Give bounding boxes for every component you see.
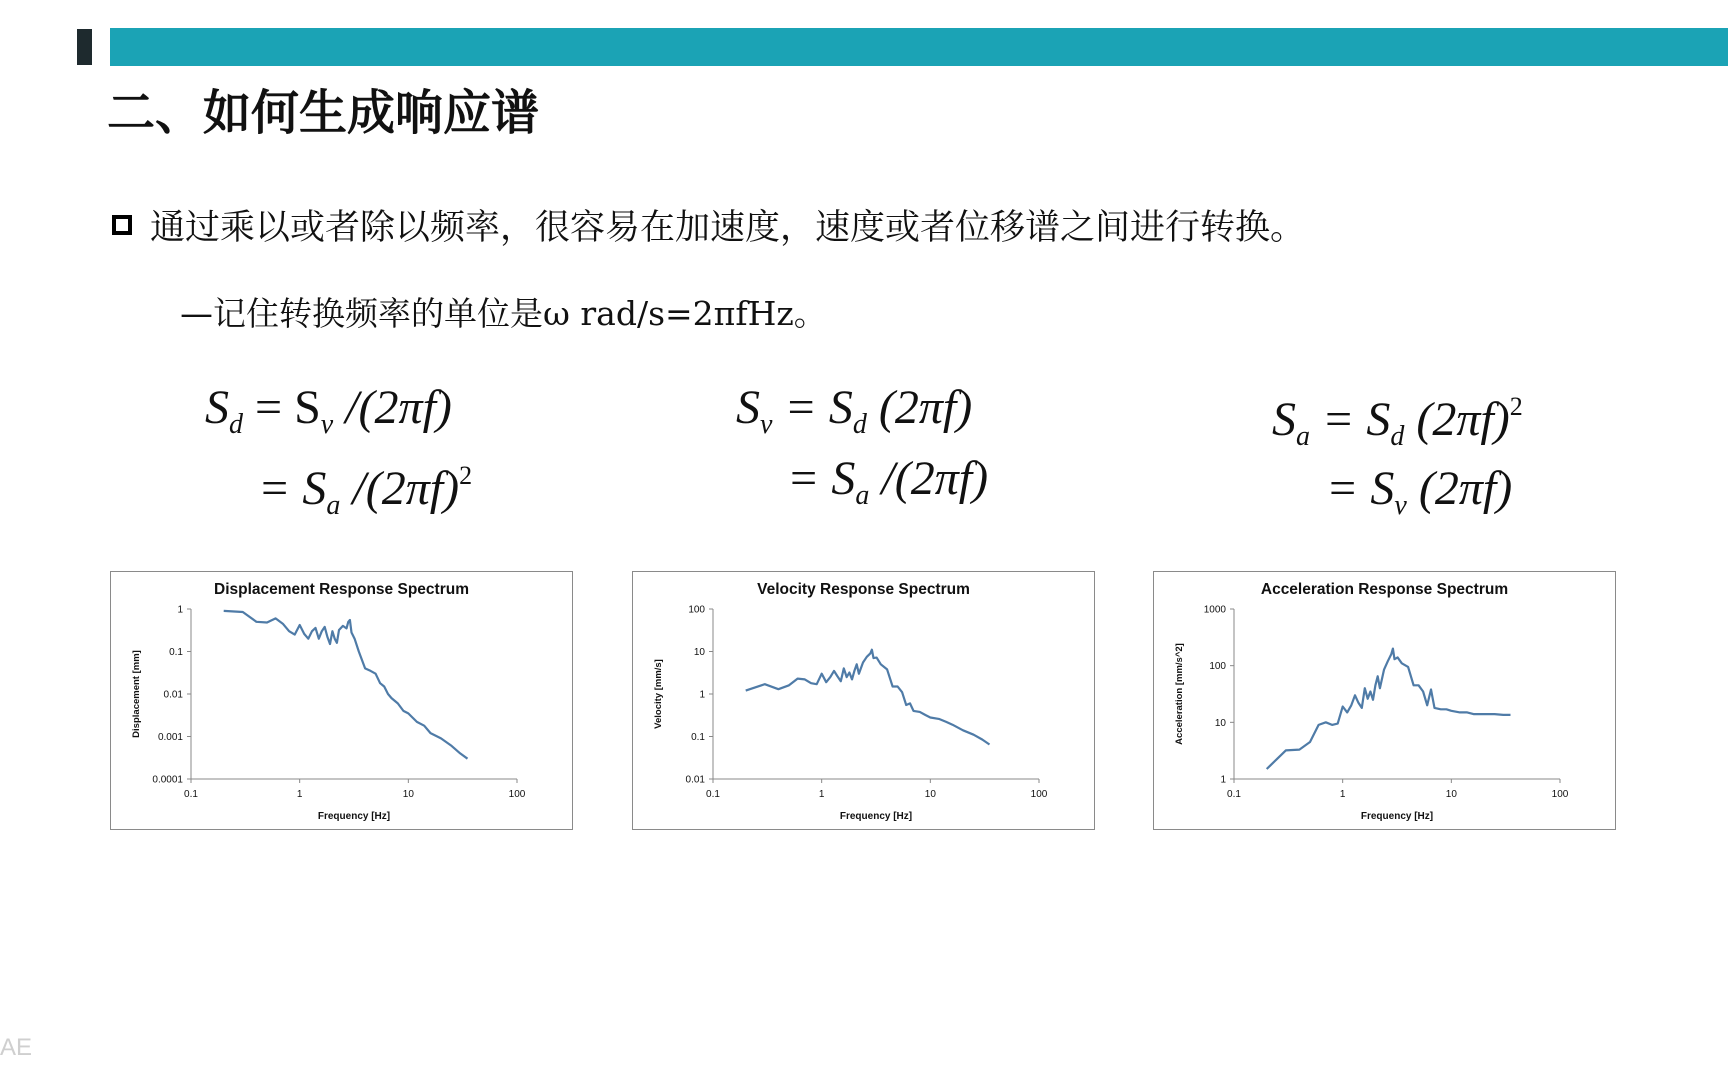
- bullet-point: [112, 200, 1305, 250]
- x-tick-label: 100: [1551, 789, 1569, 800]
- y-tick-label: 100: [688, 604, 705, 616]
- sub-note-prefix: —记住转换频率的单位是: [180, 294, 543, 333]
- formula-acc-line2: = $S_v$ (2πf): [1326, 462, 1513, 521]
- x-tick-label: 0.1: [184, 789, 198, 800]
- formula-acc-line1: $S_a = S_d$ $(2\pi f)^2$: [1272, 392, 1523, 452]
- sub-note-formula: ω rad/s=2πfHz: [543, 294, 794, 333]
- header-bar: [110, 28, 1728, 66]
- x-tick-label: 10: [402, 789, 414, 800]
- hollow-square-bullet-icon: [112, 215, 132, 235]
- x-tick-label: 10: [924, 789, 936, 800]
- acceleration-chart: [1153, 571, 1616, 830]
- series-line: [746, 650, 990, 745]
- sub-note: [180, 288, 827, 335]
- corner-watermark: AE: [0, 1034, 33, 1061]
- sub-note-suffix: 。: [793, 294, 827, 333]
- y-tick-label: 1: [699, 689, 705, 701]
- y-tick-label: 100: [1209, 661, 1226, 673]
- velocity-chart-svg: [633, 572, 1094, 829]
- y-tick-label: 0.01: [163, 689, 183, 701]
- velocity-chart: [632, 571, 1095, 830]
- x-tick-label: 1: [1339, 789, 1346, 800]
- y-tick-label: 0.0001: [152, 774, 183, 786]
- slide-title: 二、如何生成响应谱: [107, 85, 540, 141]
- formula-disp-line1: $S_d = S_v$ /(2πf): [205, 381, 452, 440]
- y-tick-label: 0.001: [157, 732, 183, 743]
- y-tick-label: 0.1: [169, 647, 183, 658]
- x-axis-label: Frequency [Hz]: [839, 811, 913, 822]
- x-axis-label: Frequency [Hz]: [317, 811, 391, 822]
- y-tick-label: 1: [177, 604, 183, 616]
- displacement-chart: [110, 571, 573, 830]
- y-axis-label: Acceleration [mm/s^2]: [1174, 643, 1185, 745]
- series-line: [1267, 649, 1511, 769]
- chart-title: Acceleration Response Spectrum: [1260, 581, 1509, 598]
- chart-title: Velocity Response Spectrum: [757, 581, 970, 598]
- acceleration-chart-svg: [1154, 572, 1615, 829]
- title-accent-block: [77, 29, 92, 65]
- y-tick-label: 0.01: [685, 774, 705, 786]
- y-axis-label: Displacement [mm]: [131, 650, 142, 738]
- formula-disp-line2: = $S_a$ $/(2\pi f)^2$: [258, 461, 473, 521]
- formula-vel-line1: $S_v = S_d$ (2πf): [736, 381, 973, 440]
- y-axis-label: Velocity [mm/s]: [653, 659, 664, 729]
- x-tick-label: 1: [818, 789, 825, 800]
- x-tick-label: 0.1: [1227, 789, 1241, 800]
- x-tick-label: 10: [1445, 789, 1457, 800]
- y-tick-label: 10: [1214, 717, 1226, 729]
- y-tick-label: 1000: [1203, 604, 1226, 616]
- bullet-text: 通过乘以或者除以频率，很容易在加速度，速度或者位移谱之间进行转换。: [150, 208, 1306, 248]
- y-tick-label: 1: [1220, 774, 1226, 786]
- x-tick-label: 1: [296, 789, 303, 800]
- x-axis-label: Frequency [Hz]: [1360, 811, 1434, 822]
- x-tick-label: 100: [508, 789, 526, 800]
- y-tick-label: 0.1: [691, 732, 705, 743]
- x-tick-label: 100: [1030, 789, 1048, 800]
- x-tick-label: 0.1: [706, 789, 720, 800]
- formula-vel-line2: = $S_a$ /(2πf): [787, 452, 989, 511]
- series-line: [224, 611, 468, 759]
- displacement-chart-svg: [111, 572, 572, 829]
- chart-title: Displacement Response Spectrum: [214, 581, 469, 598]
- y-tick-label: 10: [693, 647, 705, 658]
